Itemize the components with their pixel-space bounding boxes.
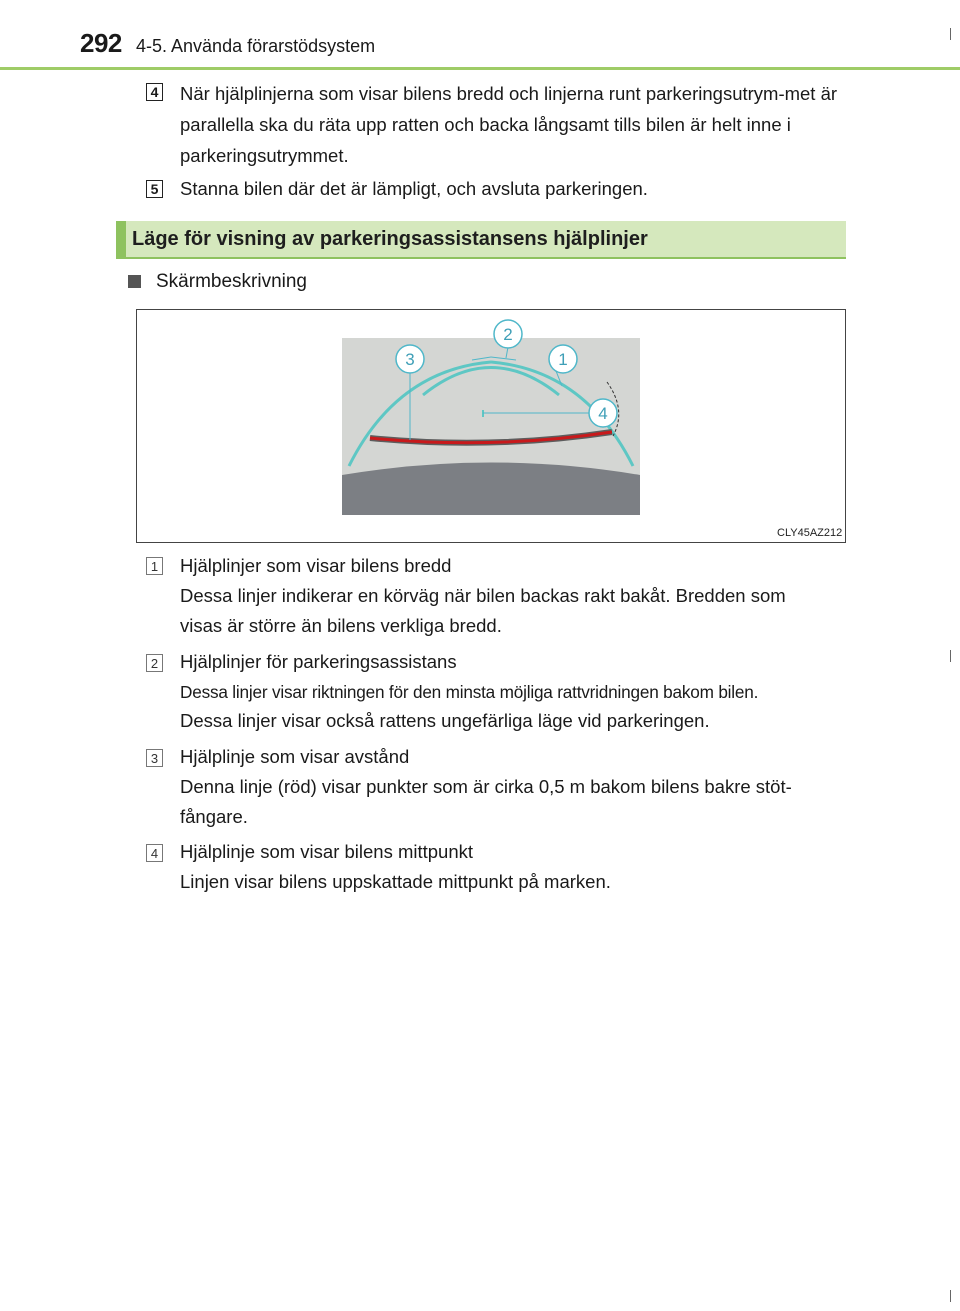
section-heading: Läge för visning av parkeringsassistansens hjälplinjer <box>132 228 648 250</box>
bumper-ground-area <box>342 463 640 516</box>
item-description-line: fångare. <box>180 806 248 827</box>
item-description-line: visas är större än bilens verkliga bredd. <box>180 615 502 636</box>
item-description-line: Dessa linjer indikerar en körväg när bilen backas rakt bakåt. Bredden som <box>180 585 786 606</box>
item-title: Hjälplinjer för parkeringsassistans <box>180 651 457 672</box>
trim-mark <box>950 1290 951 1302</box>
trim-mark <box>950 650 951 662</box>
bullet-square-icon <box>128 275 141 288</box>
callout-4 <box>589 399 617 427</box>
subheading: Skärmbeskrivning <box>156 271 307 292</box>
header-rule <box>0 67 960 70</box>
step-number-badge: 5 <box>146 180 163 198</box>
item-description-line: Dessa linjer visar också rattens ungefärliga läge vid parkeringen. <box>180 710 710 731</box>
item-description-line: Dessa linjer visar riktningen för den minsta möjliga rattvridningen bakom bilen. <box>180 682 759 702</box>
item-description-line: Linjen visar bilens uppskattade mittpunkt på marken. <box>180 871 611 892</box>
item-number-badge: 4 <box>146 844 163 862</box>
callout-1-label: 1 <box>558 350 568 369</box>
item-number-badge: 2 <box>146 654 163 672</box>
item-title: Hjälplinje som visar bilens mittpunkt <box>180 841 474 862</box>
item-title: Hjälplinjer som visar bilens bredd <box>180 555 452 576</box>
callout-2-label: 2 <box>503 325 513 344</box>
item-description-line: Denna linje (röd) visar punkter som är cirka 0,5 m bakom bilens bakre stöt- <box>180 776 792 797</box>
rear-camera-diagram <box>137 310 845 542</box>
callout-1 <box>549 345 577 373</box>
trim-mark <box>950 28 951 40</box>
item-number-badge: 3 <box>146 749 163 767</box>
callout-2 <box>494 320 522 348</box>
item-title: Hjälplinje som visar avstånd <box>180 746 410 767</box>
figure-code: CLY45AZ212 <box>777 527 843 539</box>
camera-screen-figure <box>136 309 846 543</box>
step-number-badge: 4 <box>146 83 163 101</box>
item-number-badge: 1 <box>146 557 163 575</box>
section-title: 4-5. Använda förarstödsystem <box>136 36 376 56</box>
callout-3-label: 3 <box>405 350 415 369</box>
step-text: Stanna bilen där det är lämpligt, och avsluta parkeringen. <box>180 178 648 199</box>
callout-4-label: 4 <box>598 404 608 423</box>
page-number: 292 <box>80 28 122 58</box>
step-text: När hjälplinjerna som visar bilens bredd och linjerna runt parkeringsutrym-met är parallella ska du räta upp ratten och backa långsamt tills bilen är helt inne i parkeringsutrymmet. <box>180 83 838 166</box>
callout-3 <box>396 345 424 373</box>
